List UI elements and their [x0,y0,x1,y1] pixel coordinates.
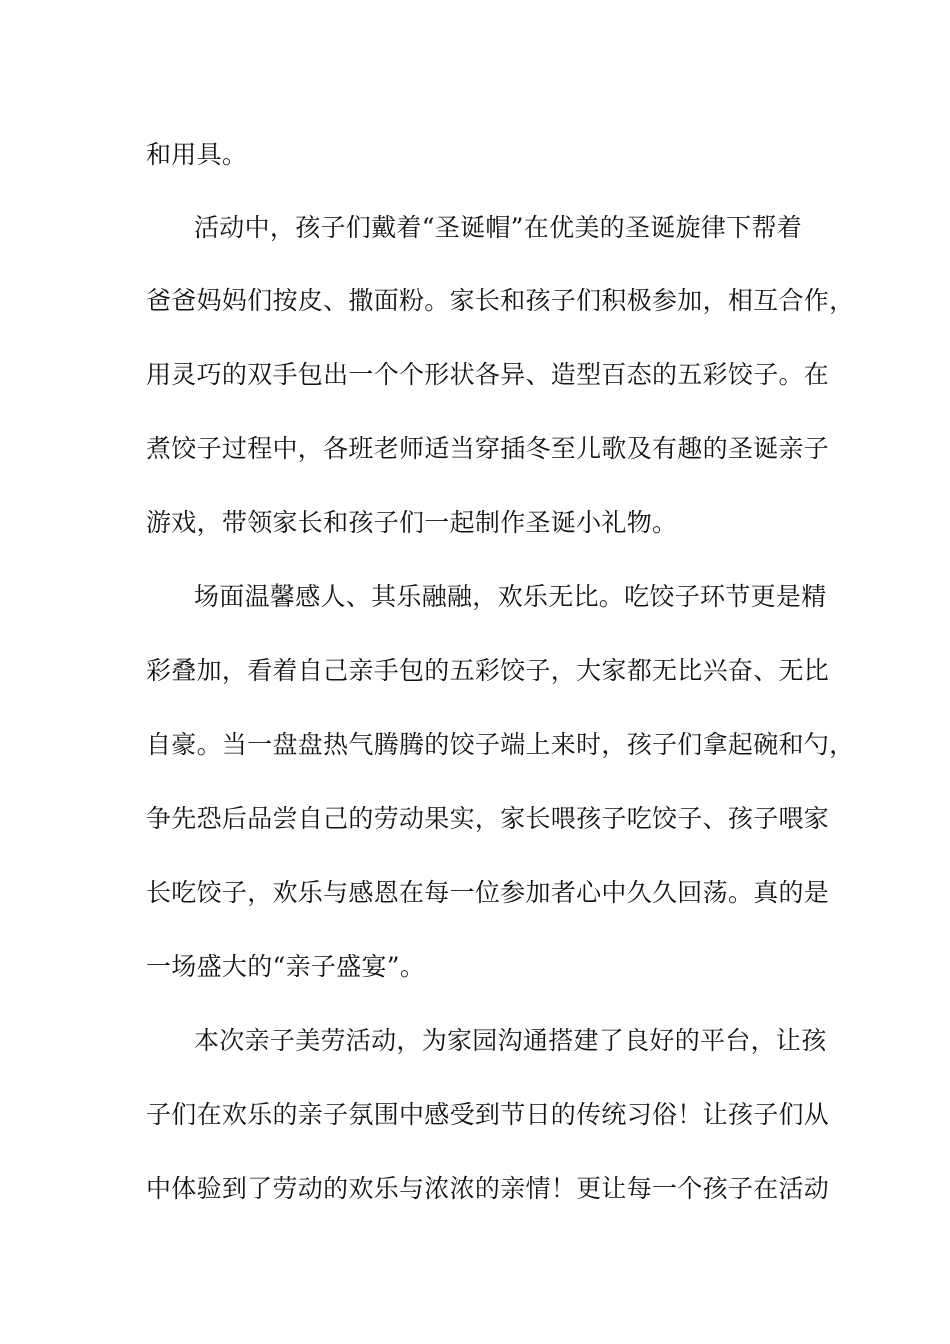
text-line: 用灵巧的双手包出一个个形状各异、造型百态的五彩饺子。在 [146,360,830,389]
text-line: 争先恐后品尝自己的劳动果实，家长喂孩子吃饺子、孩子喂家 [146,804,830,833]
text-line: 子们在欢乐的亲子氛围中感受到节日的传统习俗！让孩子们从 [146,1100,830,1129]
text-line: 中体验到了劳动的欢乐与浓浓的亲情！更让每一个孩子在活动 [146,1174,830,1203]
paragraph-start-line: 场面温馨感人、其乐融融，欢乐无比。吃饺子环节更是精 [194,582,827,611]
paragraph-start-line: 本次亲子美劳活动，为家园沟通搭建了良好的平台，让孩 [194,1026,827,1055]
text-line: 一场盛大的“亲子盛宴”。 [146,952,426,981]
text-line: 煮饺子过程中，各班老师适当穿插冬至儿歌及有趣的圣诞亲子 [146,434,830,463]
text-line: 游戏，带领家长和孩子们一起制作圣诞小礼物。 [146,508,678,537]
text-line: 彩叠加，看着自己亲手包的五彩饺子，大家都无比兴奋、无比 [146,656,830,685]
text-line: 和用具。 [146,140,248,169]
text-line: 爸爸妈妈们按皮、撒面粉。家长和孩子们积极参加，相互合作， [146,286,855,315]
text-line: 长吃饺子，欢乐与感恩在每一位参加者心中久久回荡。真的是 [146,878,830,907]
paragraph-start-line: 活动中，孩子们戴着“圣诞帽”在优美的圣诞旋律下帮着 [194,213,803,242]
text-line: 自豪。当一盘盘热气腾腾的饺子端上来时，孩子们拿起碗和勺， [146,730,855,759]
